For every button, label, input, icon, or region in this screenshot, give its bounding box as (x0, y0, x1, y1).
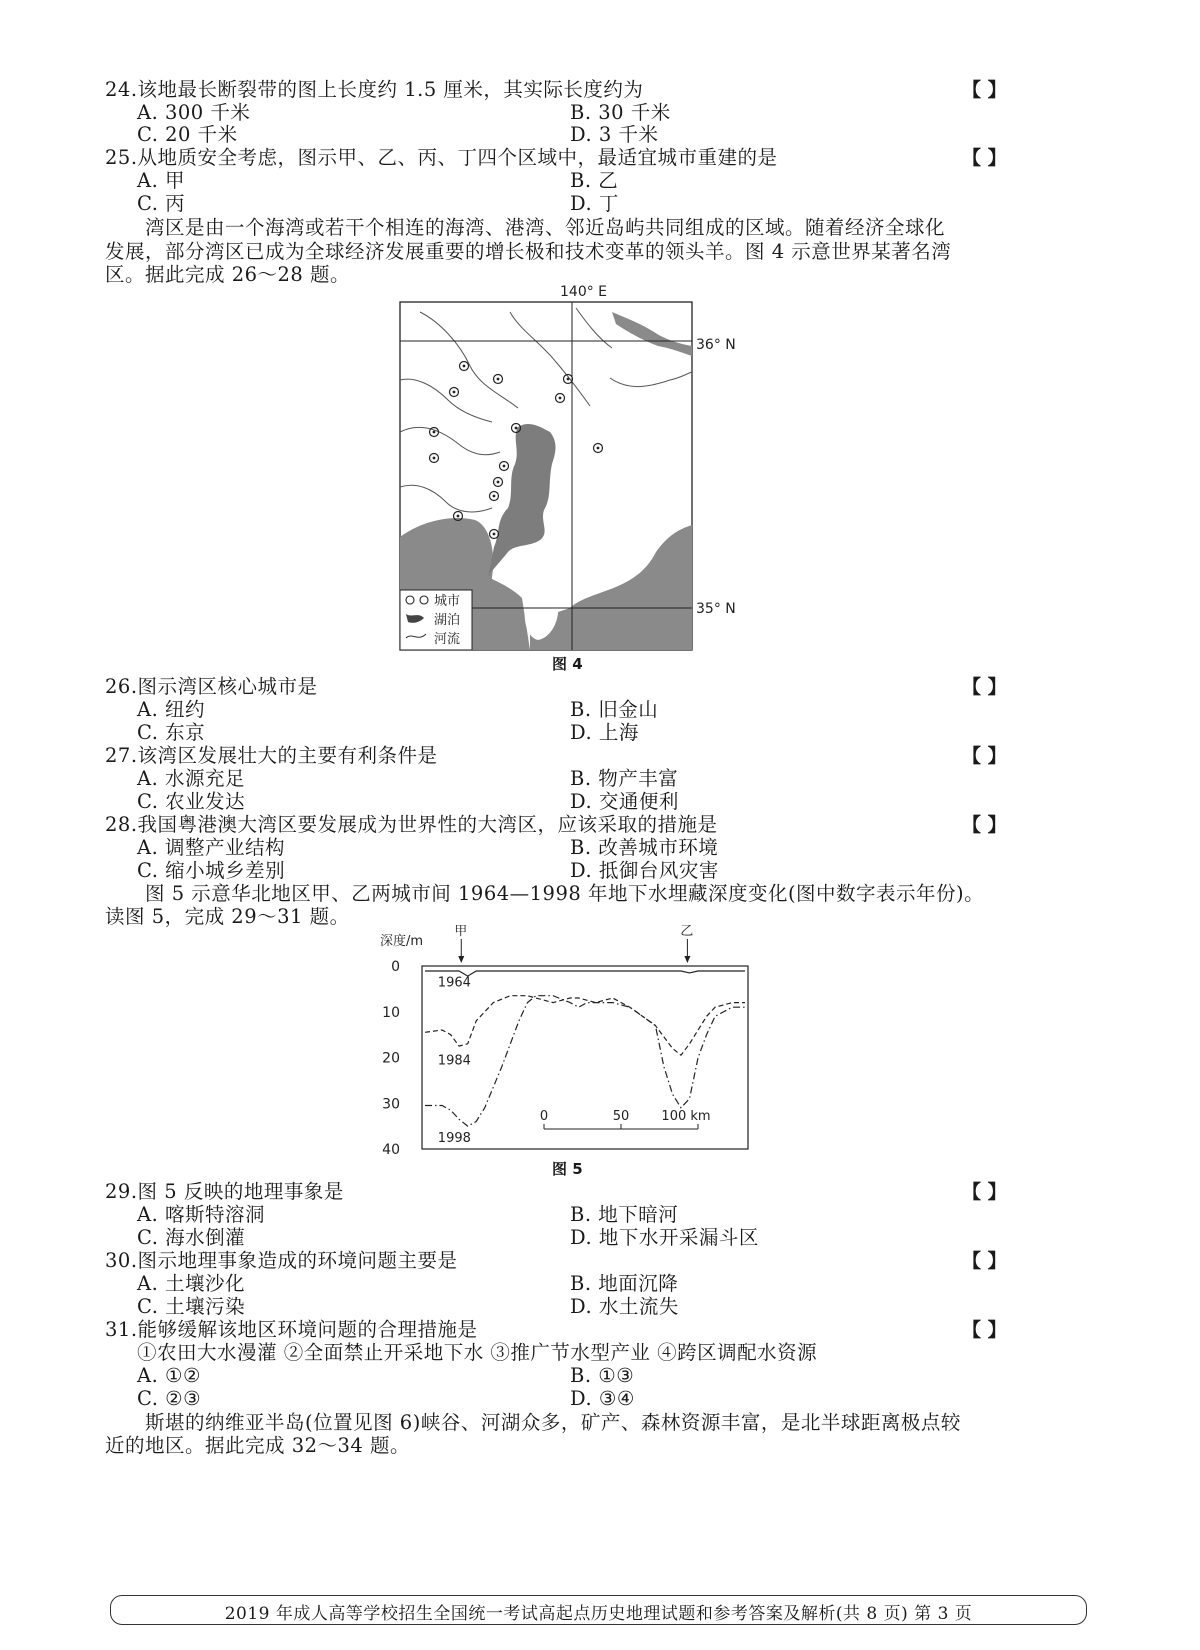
y-tick-label: 0 (391, 959, 400, 975)
q31-stem: 31.能够缓解该地区环境问题的合理措施是 (105, 1318, 478, 1341)
q30-answer-bracket[interactable]: 【 】 (962, 1250, 1007, 1272)
q31-answer-bracket[interactable]: 【 】 (962, 1319, 1007, 1341)
series-line-1964 (425, 971, 745, 976)
q24-option-b: B. 30 千米 (570, 101, 671, 124)
series-label-1964: 1964 (437, 975, 471, 991)
figure5-caption: 图 5 (552, 1160, 583, 1178)
y-tick-label: 10 (382, 1004, 400, 1021)
q28-option-d: D. 抵御台风灾害 (570, 859, 719, 882)
y-tick-label: 40 (382, 1142, 400, 1158)
q29-option-a: A. 喀斯特溶洞 (137, 1203, 265, 1226)
figure4-caption: 图 4 (552, 655, 583, 673)
scale-bar-label: 100 km (661, 1109, 711, 1124)
passage3-line2: 近的地区。据此完成 32～34 题。 (105, 1434, 411, 1457)
q30-stem: 30.图示地理事象造成的环境问题主要是 (105, 1249, 458, 1272)
series-line-1998 (425, 996, 745, 1126)
q30-option-a: A. 土壤沙化 (137, 1272, 245, 1295)
footer-text: 2019 年成人高等学校招生全国统一考试高起点历史地理试题和参考答案及解析(共 8 页) 第 3 页 (224, 1604, 973, 1624)
q25-stem: 25.从地质安全考虑，图示甲、乙、丙、丁四个区域中，最适宜城市重建的是 (105, 146, 778, 169)
q25-option-a: A. 甲 (137, 169, 185, 192)
q31-option-d: D. ③④ (570, 1387, 635, 1410)
q26-option-d: D. 上海 (570, 721, 639, 744)
y-tick-label: 30 (382, 1096, 400, 1113)
q27-stem: 27.该湾区发展壮大的主要有利条件是 (105, 744, 438, 767)
q29-stem: 29.图 5 反映的地理事象是 (105, 1180, 344, 1203)
passage1-line1: 湾区是由一个海湾或若干个相连的海湾、港湾、邻近岛屿共同组成的区域。随着经济全球化 (145, 216, 946, 239)
passage1-line2: 发展，部分湾区已成为全球经济发展重要的增长极和技术变革的领头羊。图 4 示意世界某著名湾 (105, 240, 952, 263)
q24-option-c: C. 20 千米 (137, 123, 238, 146)
q29-answer-bracket[interactable]: 【 】 (962, 1181, 1007, 1203)
q26-option-a: A. 纽约 (137, 698, 205, 721)
q30-option-b: B. 地面沉降 (570, 1272, 679, 1295)
page-footer (110, 1595, 1087, 1625)
q27-answer-bracket[interactable]: 【 】 (962, 745, 1007, 767)
q25-option-c: C. 丙 (137, 192, 186, 215)
q24-option-a: A. 300 千米 (137, 101, 251, 124)
city-marker-label: 甲 (454, 925, 468, 939)
q31-option-a: A. ①② (137, 1364, 201, 1387)
passage2-line1: 图 5 示意华北地区甲、乙两城市间 1964—1998 年地下水埋藏深度变化(图中数字表示年份)。 (145, 882, 985, 905)
q27-option-a: A. 水源充足 (137, 767, 245, 790)
scale-bar-label: 0 (539, 1109, 549, 1124)
q29-option-c: C. 海水倒灌 (137, 1226, 246, 1249)
legend-lake-label: 湖泊 (434, 613, 461, 628)
city-marker-arrowhead (458, 956, 464, 963)
q26-stem: 26.图示湾区核心城市是 (105, 675, 318, 698)
q27-option-b: B. 物产丰富 (570, 767, 679, 790)
q31-statement-options: ①农田大水漫灌 ②全面禁止开采地下水 ③推广节水型产业 ④跨区调配水资源 (137, 1341, 818, 1364)
map-lat-36-label: 36° N (696, 337, 736, 353)
chart-ylabel: 深度/m (380, 934, 424, 949)
q27-option-d: D. 交通便利 (570, 790, 679, 813)
city-marker-arrowhead (684, 956, 690, 963)
q28-option-a: A. 调整产业结构 (137, 836, 285, 859)
q28-option-c: C. 缩小城乡差别 (137, 859, 286, 882)
passage1-line3: 区。据此完成 26～28 题。 (105, 263, 351, 286)
series-label-1998: 1998 (437, 1131, 471, 1147)
q29-option-d: D. 地下水开采漏斗区 (570, 1226, 759, 1249)
q30-option-d: D. 水土流失 (570, 1295, 679, 1318)
q25-option-d: D. 丁 (570, 192, 619, 215)
q29-option-b: B. 地下暗河 (570, 1203, 679, 1226)
q31-option-c: C. ②③ (137, 1387, 202, 1410)
q28-stem: 28.我国粤港澳大湾区要发展成为世界性的大湾区，应该采取的措施是 (105, 813, 718, 836)
q25-option-b: B. 乙 (570, 169, 619, 192)
q30-option-c: C. 土壤污染 (137, 1295, 246, 1318)
map-longitude-label: 140° E (560, 284, 608, 300)
q26-option-c: C. 东京 (137, 721, 206, 744)
legend-city-label: 城市 (434, 594, 461, 609)
q28-answer-bracket[interactable]: 【 】 (962, 814, 1007, 836)
q24-option-d: D. 3 千米 (570, 123, 659, 146)
series-line-1984 (425, 996, 745, 1055)
q31-option-b: B. ①③ (570, 1364, 635, 1387)
q24-answer-bracket[interactable]: 【 】 (962, 79, 1007, 101)
q26-option-b: B. 旧金山 (570, 698, 659, 721)
y-tick-label: 20 (382, 1050, 400, 1067)
q24-stem: 24.该地最长断裂带的图上长度约 1.5 厘米，其实际长度约为 (105, 78, 644, 101)
legend-river-label: 河流 (434, 632, 461, 647)
passage3-line1: 斯堪的纳维亚半岛(位置见图 6)峡谷、河湖众多，矿产、森林资源丰富，是北半球距离极点较 (145, 1411, 961, 1434)
figure4-map (380, 282, 770, 670)
q27-option-c: C. 农业发达 (137, 790, 246, 813)
figure5-chart (370, 925, 790, 1165)
q26-answer-bracket[interactable]: 【 】 (962, 676, 1007, 698)
map-lat-35-label: 35° N (696, 601, 736, 617)
q28-option-b: B. 改善城市环境 (570, 836, 719, 859)
passage2-line2: 读图 5，完成 29～31 题。 (105, 905, 350, 928)
series-label-1984: 1984 (437, 1053, 471, 1069)
q25-answer-bracket[interactable]: 【 】 (962, 147, 1007, 169)
city-marker-label: 乙 (680, 925, 694, 939)
scale-bar-label: 50 (612, 1109, 630, 1124)
